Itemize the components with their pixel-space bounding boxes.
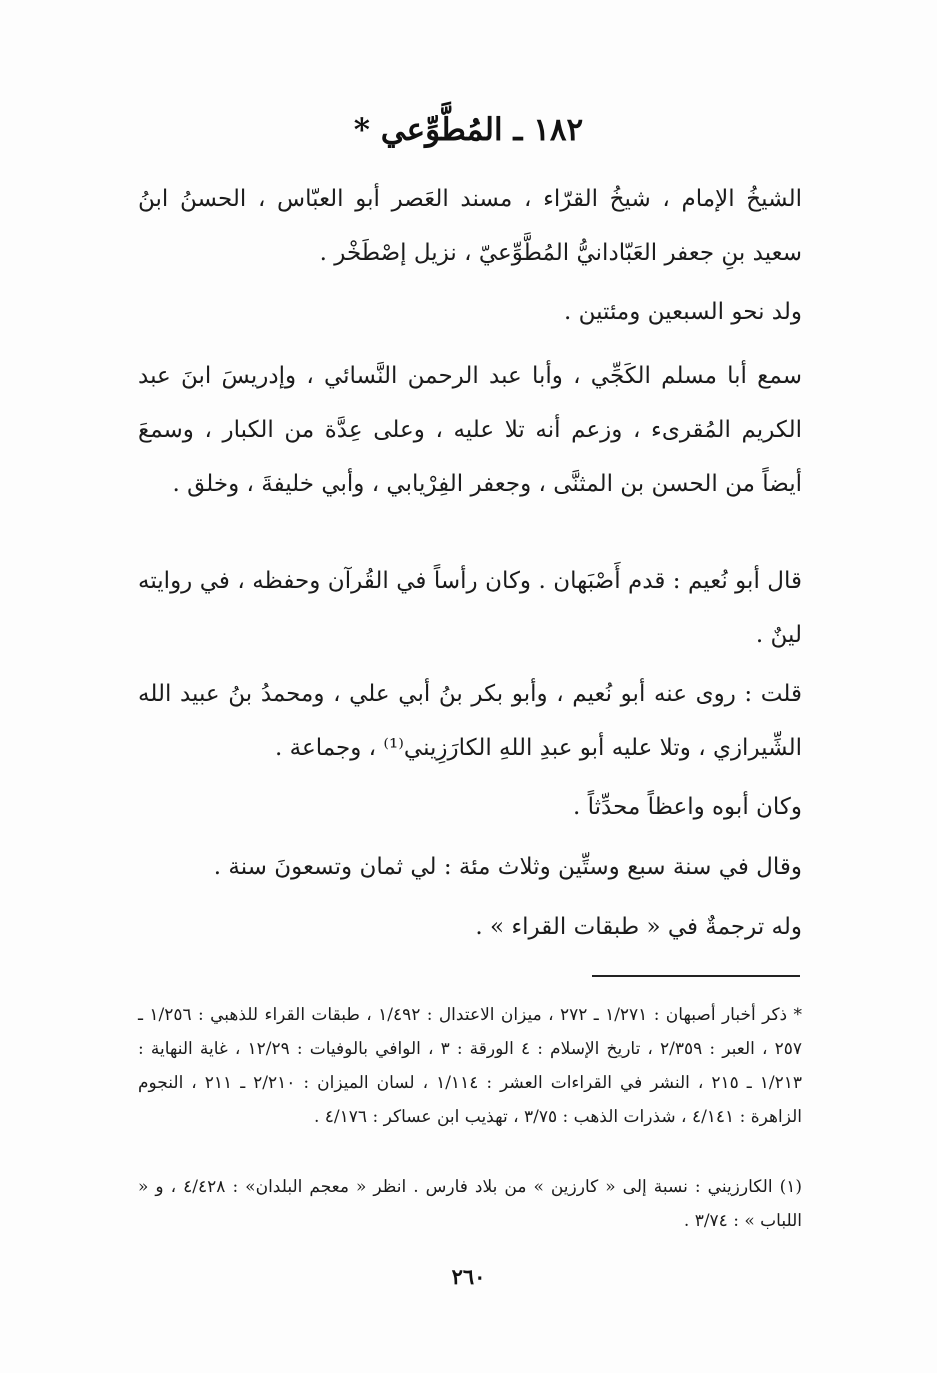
- paragraph-abu-nuaim: [138, 554, 832, 662]
- paragraph-text: وكان أبوه واعظاً محدِّثاً .: [573, 794, 802, 820]
- paragraph-text: قلت : روى عنه أبو نُعيم ، وأبو بكر بنُ أبي علي ، ومحمدُ بنُ عبيد الله الشِّيرازي ، وتلا عليه أبو عبدِ اللهِ الكارَزِيني⁽¹⁾ ، وجماعة .: [138, 681, 802, 761]
- footnote-text: * ذكر أخبار أصبهان : ١/٢٧١ ـ ٢٧٢ ، ميزان الاعتدال : ١/٤٩٢ ، طبقات القراء للذهبي : ١/٢٥٦ ـ ٢٥٧ ، العبر : ٢/٣٥٩ ، تاريخ الإسلام : ٤ الورقة : ٣ ، الوافي بالوفيات : ١٢/٢٩ ، غاية النهاية : ١/٢١٣ ـ ٢١٥ ، النشر في القراءات العشر : ١/١١٤ ، لسان الميزان : ٢/٢١٠ ـ ٢١١ ، النجوم الزاهرة : ٤/١٤١ ، شذرات الذهب : ٣/٧٥ ، تهذيب ابن عساكر : ٤/١٧٦ .: [138, 1005, 802, 1127]
- paragraph-father: [138, 780, 832, 834]
- paragraph-text: ولد نحو السبعين ومئتين .: [563, 299, 802, 325]
- footnote-karzini: [138, 1170, 802, 1238]
- paragraph-teachers: [138, 349, 832, 511]
- page-number: ٢٦٠: [451, 1264, 486, 1289]
- paragraph-birth: [138, 285, 832, 339]
- paragraph-text: وله ترجمةٌ في « طبقات القراء » .: [475, 914, 802, 940]
- entry-title: ١٨٢ ـ المُطَّوِّعي *: [353, 112, 584, 148]
- footnote-text: (١) الكارزيني : نسبة إلى « كارزين » من بلاد فارس . انظر « معجم البلدان» : ٤/٤٢٨ ، و « اللباب » : ٣/٧٤ .: [138, 1177, 802, 1231]
- paragraph-students: [138, 667, 832, 775]
- footnote-divider: [592, 975, 800, 977]
- paragraph-text: سمع أبا مسلم الكَجِّي ، وأبا عبد الرحمن النَّسائي ، وإدريسَ ابنَ عبد الكريم المُقرىء ، وزعم أنه تلا عليه ، وعلى عِدَّة من الكبار ، وسمعَ أيضاً من الحسن بن المثنَّى ، وجعفر الفِرْيابي ، وأبي خليفةَ ، وخلق .: [138, 363, 802, 497]
- footnote-sources: [138, 998, 802, 1134]
- paragraph-intro: [138, 172, 832, 280]
- paragraph-text: قال أبو نُعيم : قدم أَصْبَهان . وكان رأساً في القُرآن وحفظه ، في روايته لينٌ .: [138, 568, 802, 648]
- paragraph-text: الشيخُ الإمام ، شيخُ القرّاء ، مسند العَصر أبو العبّاس ، الحسنُ ابنُ سعيد بنِ جعفر العَبّادانيُّ المُطَّوِّعيّ ، نزيل إصْطَخْر .: [138, 186, 802, 266]
- paragraph-age: [138, 840, 832, 894]
- paragraph-biography: [138, 900, 832, 954]
- paragraph-text: وقال في سنة سبع وستِّين وثلاث مئة : لي ثمان وتسعونَ سنة .: [213, 854, 802, 880]
